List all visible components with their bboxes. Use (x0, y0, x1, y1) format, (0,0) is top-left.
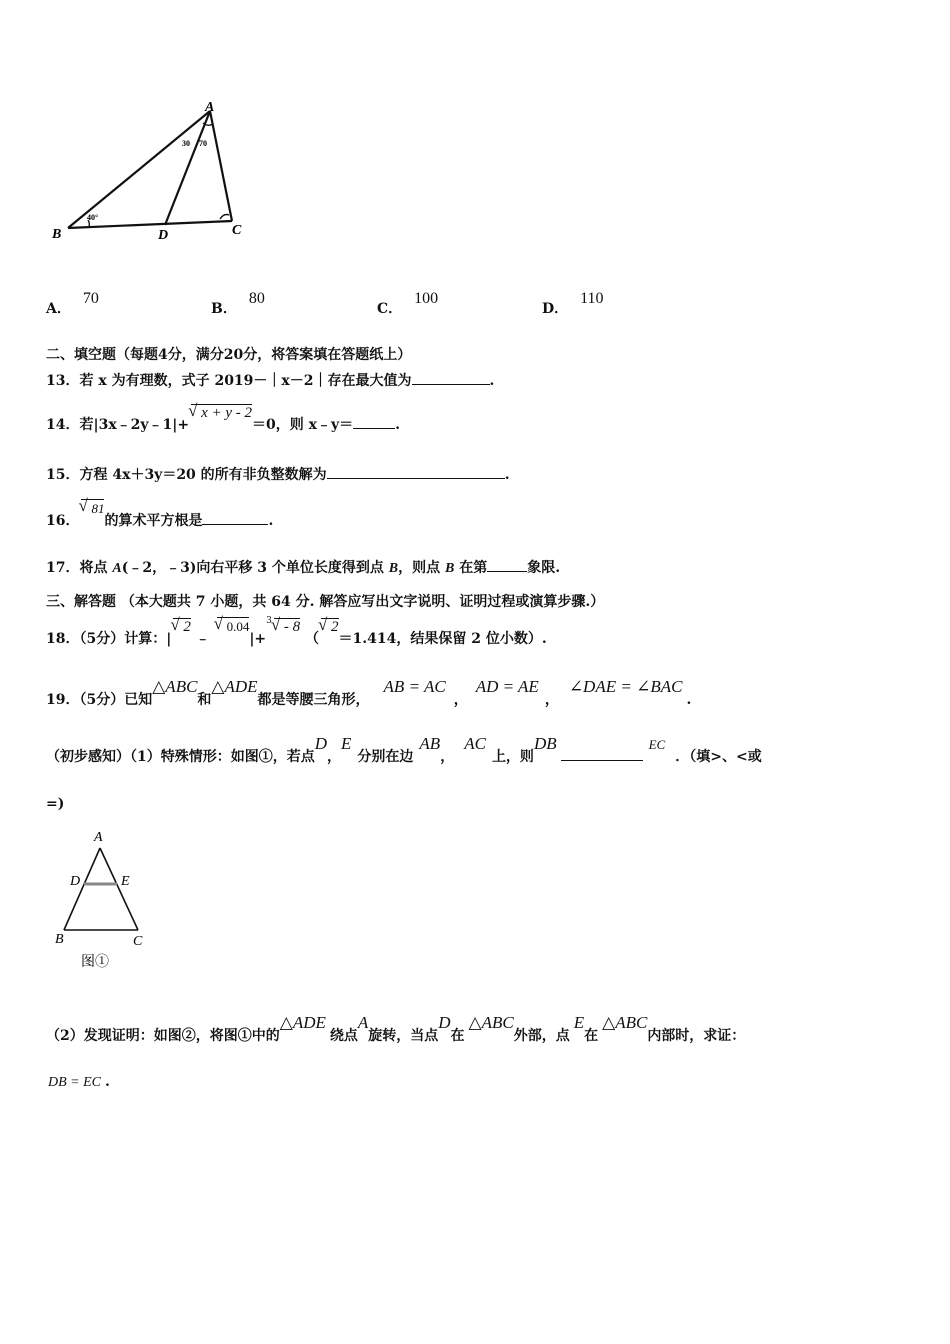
q19-2-dot: . (105, 1074, 110, 1090)
q19-2-out: 外部，点 (513, 1028, 570, 1044)
question-16 (46, 501, 274, 530)
q18-radicand-3: - 8 (283, 619, 301, 635)
q19-1-ab: AB (419, 734, 441, 753)
option-b-letter: B． (211, 301, 237, 317)
q17-point-a: A (112, 561, 122, 576)
q19-1-post: ．（填>、<或 (675, 749, 762, 765)
option-d-value: 110 (580, 290, 604, 307)
question-19 (46, 677, 692, 709)
q19-eq2: AD = AE (475, 677, 539, 696)
q19-2-d: D (438, 1013, 451, 1032)
q15-answer-blank[interactable] (327, 466, 505, 479)
q19-2-pre: （2）发现证明：如图②，将图①中的 (46, 1028, 280, 1044)
option-b[interactable] (211, 290, 265, 318)
q16-text: 的算术平方根是 (104, 513, 203, 529)
q13-answer-blank[interactable] (412, 372, 490, 385)
q19-1-comma1: ， (327, 749, 342, 765)
triangle-figure-top (40, 95, 280, 250)
q19-num: 19．（5分）已知 (46, 692, 153, 708)
q18-cube-index: 3 (266, 616, 272, 626)
label-a-top: A (205, 100, 215, 115)
q17-mid: ，则点 (398, 560, 446, 576)
q19-2-in1: 在 (450, 1028, 465, 1044)
fig1-label-b: B (55, 932, 64, 947)
q19-1-answer-blank[interactable] (561, 748, 643, 761)
q18-minus: ﹣ (195, 631, 210, 647)
option-c-value: 100 (414, 290, 439, 307)
question-13 (46, 370, 494, 390)
q18-bar-plus: |+ (249, 631, 267, 647)
q19-2-a: A (357, 1013, 369, 1032)
angle-b-label: 40° (87, 213, 99, 222)
label-d-top: D (158, 228, 169, 243)
q18-post: ＝1.414，结果保留 2 位小数）. (338, 631, 547, 647)
q18-radicand-4: 2 (331, 619, 339, 635)
q19-2-rot: 绕点 (329, 1028, 358, 1044)
q19-1-ac: AC (464, 734, 486, 753)
q18-sqrt2-b (321, 618, 339, 636)
option-c[interactable] (377, 290, 439, 318)
q18-radicand-1: 2 (183, 619, 191, 635)
q19-dot: . (686, 692, 692, 708)
q16-num: 16． (46, 513, 80, 529)
section3-heading: 三、解答题 （本大题共 7 小题，共 64 分. 解答应写出文字说明、证明过程或演算步骤.） (46, 594, 605, 610)
label-b-top: B (52, 227, 62, 242)
q19-c1: ， (453, 692, 468, 708)
q19-2-inside: 内部时，求证： (647, 1028, 746, 1044)
question-19-part2 (46, 1013, 746, 1045)
q19-2-triangle-ade: △ADE (279, 1013, 326, 1032)
q19-c2: ， (544, 692, 559, 708)
question-17 (46, 557, 560, 577)
q17-point-b: B (388, 561, 399, 576)
q13-end: . (489, 373, 495, 389)
q15-end: . (504, 467, 510, 483)
angle-a1-label: 30 (182, 139, 190, 148)
q19-1-d: D (314, 734, 328, 753)
q14-radical (191, 404, 252, 422)
q19-1-e: E (341, 734, 352, 753)
q16-radicand: 81 (91, 501, 105, 516)
question-15 (46, 464, 510, 484)
q18-sqrt2-a (173, 618, 191, 636)
option-d-letter: D． (542, 301, 569, 317)
q13-text: 13．若 x 为有理数，式子 2019－｜x－2｜存在最大值为 (46, 373, 412, 389)
q19-1-on: 上，则 (491, 749, 534, 765)
q15-text: 15．方程 4x＋3y＝20 的所有非负整数解为 (46, 467, 327, 483)
q16-radical (81, 499, 104, 517)
q19-2-e: E (573, 1013, 585, 1032)
q17-point-b2: B (445, 561, 455, 576)
section2-heading: 二、填空题（每题4分，满分20分，将答案填在答题纸上） (46, 347, 412, 363)
figure-1 (50, 826, 160, 974)
option-a[interactable] (46, 290, 99, 318)
q16-end: . (268, 513, 274, 529)
q19-triangle-abc: △ABC (152, 677, 198, 696)
label-c-top: C (232, 223, 242, 238)
q19-1-db: DB (533, 734, 557, 753)
fig1-label-a: A (94, 830, 103, 845)
angle-a2-label: 70 (199, 139, 207, 148)
question-14 (46, 405, 401, 434)
question-18 (46, 616, 547, 648)
fig1-label-e: E (121, 874, 130, 889)
q14-answer-blank[interactable] (353, 416, 395, 429)
question-19-part1 (46, 734, 762, 766)
option-a-value: 70 (82, 290, 99, 307)
q17-end: 象限. (527, 560, 561, 576)
q18-paren: （ (305, 631, 320, 647)
q14-end: . (395, 417, 401, 433)
q19-iso: 都是等腰三角形， (257, 692, 370, 708)
q18-cbrt (274, 618, 300, 636)
q17-answer-blank[interactable] (487, 559, 527, 572)
q17-post: 在第 (454, 560, 488, 576)
q19-eq1: AB = AC (383, 677, 446, 696)
option-d[interactable] (542, 290, 604, 318)
fig1-label-c: C (133, 934, 143, 949)
fig1-caption: 图① (81, 955, 109, 970)
q19-1-ec: EC (648, 737, 666, 752)
question-19-part2-conclusion (48, 1074, 110, 1091)
q17-pre: 17．将点 (46, 560, 113, 576)
q14-post: ＝0，则 x﹣y＝ (252, 417, 354, 433)
q16-answer-blank[interactable] (202, 512, 268, 525)
q18-radicand-2: 0.04 (226, 619, 250, 634)
q18-pre: 18．（5分）计算：| (46, 631, 172, 647)
q19-eq3: ∠DAE = ∠BAC (568, 677, 683, 696)
q19-2-concl: DB = EC (48, 1075, 101, 1090)
q19-1-comma2: ， (440, 749, 455, 765)
q19-2-turn: 旋转，当点 (368, 1028, 439, 1044)
q17-coords: (﹣2，﹣3)向右平移 3 个单位长度得到点 (121, 560, 389, 576)
q19-2-in2: 在 (584, 1028, 599, 1044)
q14-pre: 14．若|3x﹣2y﹣1|+ (46, 417, 190, 433)
option-b-value: 80 (248, 290, 265, 307)
q19-1-mid: 分别在边 (357, 749, 414, 765)
q19-1-pre: （初步感知）（1）特殊情形：如图①，若点 (46, 749, 315, 765)
q19-triangle-ade: △ADE (211, 677, 258, 696)
option-a-letter: A． (46, 301, 71, 317)
q19-and: 和 (197, 692, 212, 708)
fig1-label-d: D (70, 874, 81, 889)
q14-radicand: x + y - 2 (201, 405, 253, 421)
option-c-letter: C． (377, 301, 403, 317)
q19-2-triangle-abc-1: △ABC (468, 1013, 514, 1032)
q19-2-triangle-abc-2: △ABC (602, 1013, 648, 1032)
q18-sqrt-004 (217, 617, 250, 635)
question-19-part1-cont: =) (46, 796, 65, 812)
